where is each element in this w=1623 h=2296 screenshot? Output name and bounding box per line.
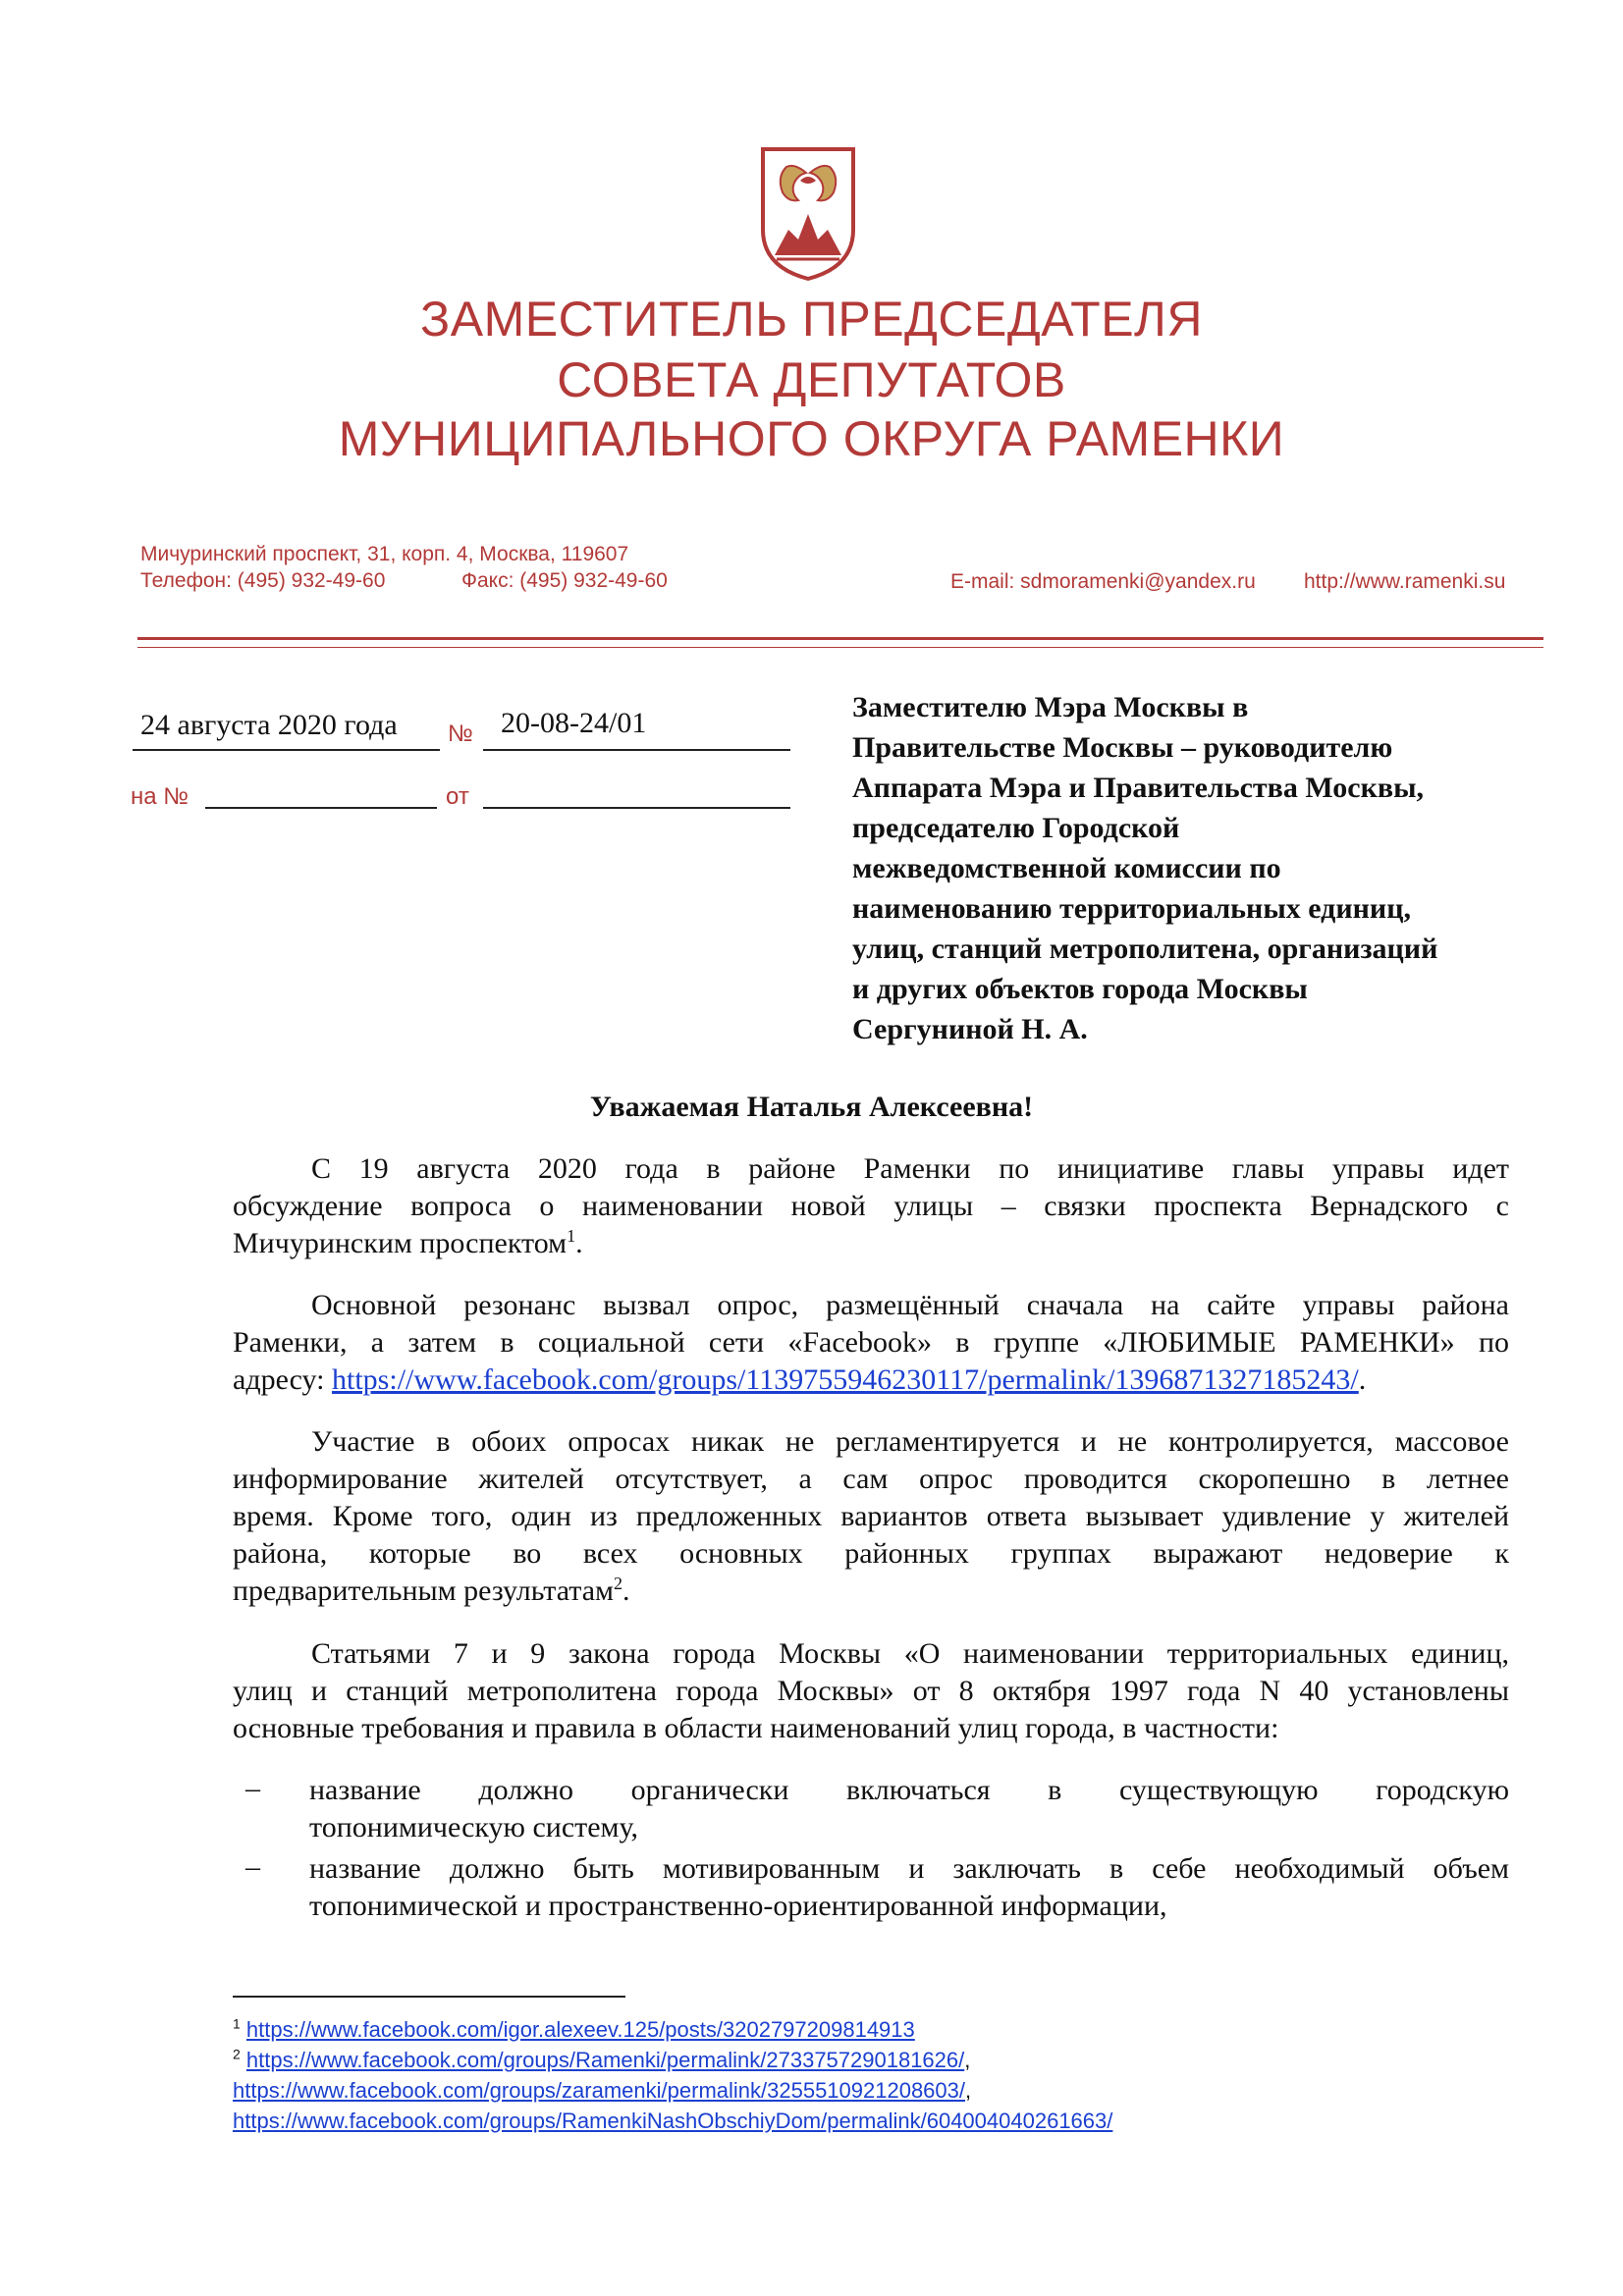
footnote-ref-2[interactable]: 2 <box>614 1574 623 1593</box>
header-title-line-1: ЗАМЕСТИТЕЛЬ ПРЕДСЕДАТЕЛЯ <box>420 292 1203 347</box>
ref-number-label: на № <box>131 783 189 810</box>
addressee-line: межведомственной комиссии по <box>852 852 1281 884</box>
text-line: основные требования и правила в области наименований улиц города, в частности: <box>233 1712 1279 1744</box>
header-title-line-3: МУНИЦИПАЛЬНОГО ОКРУГА РАМЕНКИ <box>338 411 1285 466</box>
addressee-line: наименованию территориальных единиц, <box>852 892 1411 925</box>
text-line: Раменки, а затем в социальной сети «Facebook» в группе «ЛЮБИМЫЕ РАМЕНКИ» по <box>233 1326 1509 1359</box>
registration-date: 24 августа 2020 года <box>140 709 398 741</box>
addressee-line: Сергуниной Н. А. <box>852 1013 1088 1045</box>
addressee-block <box>852 687 1540 1049</box>
header-rule-thick <box>137 637 1543 640</box>
text-fragment: . <box>1358 1363 1367 1396</box>
number-underline <box>483 749 790 751</box>
ref-date-label: от <box>446 783 469 810</box>
footnote-2-link-1[interactable]: https://www.facebook.com/groups/Ramenki/permalink/2733757290181626/ <box>245 2048 965 2072</box>
header-website: http://www.ramenki.su <box>1304 570 1506 593</box>
text-line: название должно быть мотивированным и заключать в себе необходимый объем <box>309 1852 1509 1885</box>
header-fax: Факс: (495) 932-49-60 <box>461 569 668 592</box>
text-fragment: . <box>575 1227 583 1259</box>
bullet-item-2 <box>309 1850 1509 1925</box>
footnote-2-link-3[interactable]: https://www.facebook.com/groups/RamenkiNashObschiyDom/permalink/604004040261663/ <box>233 2109 1113 2133</box>
footnote-number: 2 <box>233 2046 241 2062</box>
footnote-2-continued <box>233 2106 1112 2136</box>
footnote-1-link[interactable]: https://www.facebook.com/igor.alexeev.125/posts/3202797209814913 <box>245 2017 915 2042</box>
text-line: топонимической и пространственно-ориентированной информации, <box>309 1890 1167 1922</box>
addressee-line: Заместителю Мэра Москвы в <box>852 691 1249 723</box>
paragraph-2 <box>233 1287 1509 1399</box>
text-line: топонимическую систему, <box>309 1811 639 1843</box>
text-line: С 19 августа 2020 года в районе Раменки по инициативе главы управы идет <box>311 1152 1509 1185</box>
salutation: Уважаемая Наталья Алексеевна! <box>589 1091 1034 1123</box>
text-line: улиц и станций метрополитена города Москвы» от 8 октября 1997 года N 40 установлены <box>233 1675 1509 1707</box>
bullet-dash: – <box>245 1772 260 1804</box>
header-rule-thin <box>137 647 1543 648</box>
addressee-line: Правительстве Москвы – руководителю <box>852 731 1393 764</box>
text-fragment: , <box>965 2078 972 2103</box>
text-line: время. Кроме того, один из предложенных вариантов ответа вызывает удивление у жителей <box>233 1500 1509 1532</box>
header-phone: Телефон: (495) 932-49-60 <box>140 569 386 592</box>
text-line: Статьями 7 и 9 закона города Москвы «О наименовании территориальных единиц, <box>311 1637 1509 1670</box>
text-line <box>233 1573 1509 1610</box>
footnote-number: 1 <box>233 2015 241 2032</box>
footnote-separator <box>233 1996 625 1998</box>
paragraph-3 <box>233 1423 1509 1610</box>
header-address: Мичуринский проспект, 31, корп. 4, Москва, 119607 <box>140 543 629 565</box>
addressee-line: Аппарата Мэра и Правительства Москвы, <box>852 772 1425 804</box>
footnote-2-continued <box>233 2075 971 2106</box>
addressee-line: и других объектов города Москвы <box>852 973 1308 1005</box>
text-fragment: . <box>622 1575 630 1607</box>
footnote-2 <box>233 2045 970 2075</box>
text-fragment: , <box>964 2048 971 2072</box>
bullet-item-1 <box>309 1772 1509 1846</box>
date-underline <box>133 749 440 751</box>
text-line: района, которые во всех основных районных группах выражают недоверие к <box>233 1537 1509 1570</box>
bullet-dash: – <box>245 1850 260 1883</box>
registration-number: 20-08-24/01 <box>501 707 647 739</box>
text-line: Участие в обоих опросах никак не регламентируется и не контролируется, массовое <box>311 1425 1509 1458</box>
facebook-poll-link[interactable]: https://www.facebook.com/groups/1139755946230117/permalink/1396871327185243/ <box>332 1363 1359 1396</box>
footnote-1 <box>233 2014 915 2045</box>
text-line <box>233 1362 1509 1399</box>
header-title-line-2: СОВЕТА ДЕПУТАТОВ <box>557 352 1066 407</box>
addressee-line: улиц, станций метрополитена, организаций <box>852 933 1438 965</box>
text-line: название должно органически включаться в существующую городскую <box>309 1774 1509 1806</box>
text-line <box>233 1225 1509 1262</box>
paragraph-1 <box>233 1150 1509 1262</box>
footnote-ref-1[interactable]: 1 <box>567 1226 576 1246</box>
footnote-2-link-2[interactable]: https://www.facebook.com/groups/zaramenki/permalink/3255510921208603/ <box>233 2078 966 2103</box>
text-line: обсуждение вопроса о наименовании новой улицы – связки проспекта Вернадского с <box>233 1190 1509 1222</box>
text-fragment: предварительным результатам <box>233 1575 615 1607</box>
header-email: E-mail: sdmoramenki@yandex.ru <box>950 570 1256 593</box>
addressee-line: председателю Городской <box>852 812 1180 844</box>
number-sign: № <box>448 721 473 747</box>
paragraph-4 <box>233 1635 1509 1747</box>
ref-date-underline <box>483 807 790 809</box>
ref-number-underline <box>205 807 437 809</box>
text-line: Основной резонанс вызвал опрос, размещённый сначала на сайте управы района <box>311 1289 1509 1321</box>
ramenki-coat-of-arms-icon <box>757 145 859 283</box>
text-line: информирование жителей отсутствует, а сам опрос проводится скоропешно в летнее <box>233 1463 1509 1495</box>
text-fragment: адресу: <box>233 1363 333 1396</box>
text-fragment: Мичуринским проспектом <box>233 1227 568 1259</box>
